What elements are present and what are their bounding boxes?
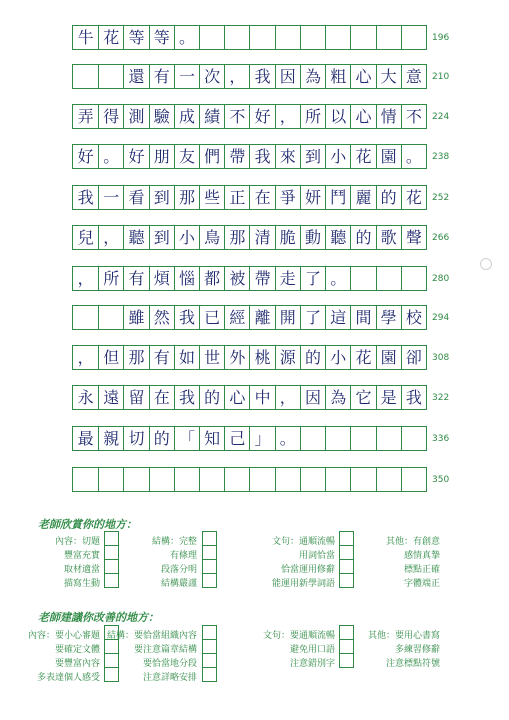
grid-cell: 源 bbox=[275, 346, 300, 369]
grid-cell: 驗 bbox=[149, 105, 174, 128]
grid-cell: 心 bbox=[224, 386, 249, 409]
grid-cell: 有 bbox=[149, 346, 174, 369]
checklist-label: 能運用新學詞語 bbox=[271, 579, 335, 589]
grid-row bbox=[72, 185, 427, 210]
grid-cell: 的 bbox=[350, 226, 375, 249]
grid-cell: 在 bbox=[149, 386, 174, 409]
grid-cell: 雖 bbox=[123, 306, 148, 329]
grid-row bbox=[72, 25, 427, 50]
checkbox[interactable] bbox=[104, 667, 119, 682]
checkbox[interactable] bbox=[339, 653, 354, 668]
grid-cell: 世 bbox=[199, 346, 224, 369]
grid-cell: 桃 bbox=[249, 346, 274, 369]
grid-cell: 清 bbox=[249, 226, 274, 249]
grid-cell: 煩 bbox=[149, 267, 174, 290]
checkbox[interactable] bbox=[202, 545, 217, 560]
checklist-label: 其他：要用心書寫 bbox=[367, 631, 440, 641]
grid-cell: 我 bbox=[249, 65, 274, 88]
grid-cell: 有 bbox=[149, 65, 174, 88]
checkbox[interactable] bbox=[202, 653, 217, 668]
grid-cell bbox=[300, 26, 325, 49]
grid-cell bbox=[149, 468, 174, 491]
grid-row bbox=[72, 225, 427, 250]
grid-cell: 以 bbox=[325, 105, 350, 128]
checkbox[interactable] bbox=[202, 625, 217, 640]
grid-cell: 看 bbox=[123, 186, 148, 209]
grid-cell: 這 bbox=[325, 306, 350, 329]
grid-cell: 校 bbox=[401, 306, 426, 329]
grid-cell bbox=[376, 267, 401, 290]
grid-cell: 留 bbox=[123, 386, 148, 409]
grid-cell: ， bbox=[275, 105, 300, 128]
grid-cell: 己 bbox=[224, 427, 249, 450]
grid-cell: ， bbox=[98, 226, 123, 249]
row-char-count: 350 bbox=[432, 475, 450, 485]
checklist-label: 要確定文體 bbox=[54, 645, 100, 655]
checklist-label: 標點正確 bbox=[403, 565, 440, 575]
grid-cell: 成 bbox=[174, 105, 199, 128]
grid-cell bbox=[350, 26, 375, 49]
grid-cell: 。 bbox=[174, 26, 199, 49]
grid-cell: 切 bbox=[123, 427, 148, 450]
grid-cell bbox=[249, 26, 274, 49]
grid-cell: 大 bbox=[376, 65, 401, 88]
checklist-label: 恰當運用修辭 bbox=[280, 565, 335, 575]
grid-row bbox=[72, 144, 427, 169]
grid-cell: 有 bbox=[123, 267, 148, 290]
grid-cell: 鳥 bbox=[199, 226, 224, 249]
checklist-label: 避免用口語 bbox=[289, 645, 335, 655]
grid-cell: 好 bbox=[123, 145, 148, 168]
grid-cell: 正 bbox=[224, 186, 249, 209]
grid-cell: 等 bbox=[149, 26, 174, 49]
grid-cell: 脆 bbox=[275, 226, 300, 249]
grid-cell: 些 bbox=[199, 186, 224, 209]
checkbox[interactable] bbox=[104, 573, 119, 588]
checkbox[interactable] bbox=[339, 559, 354, 574]
grid-cell: 我 bbox=[174, 306, 199, 329]
grid-cell bbox=[249, 468, 274, 491]
grid-cell: 花 bbox=[350, 145, 375, 168]
checklist-label: 字體端正 bbox=[403, 579, 440, 589]
grid-cell bbox=[73, 468, 98, 491]
grid-cell bbox=[98, 306, 123, 329]
grid-cell: 動 bbox=[300, 226, 325, 249]
page-mark bbox=[480, 258, 492, 270]
grid-cell: 一 bbox=[98, 186, 123, 209]
grid-cell: 聽 bbox=[123, 226, 148, 249]
grid-cell: 妍 bbox=[300, 186, 325, 209]
checklist-label: 用詞恰當 bbox=[298, 551, 335, 561]
grid-cell: 等 bbox=[123, 26, 148, 49]
grid-cell: 測 bbox=[123, 105, 148, 128]
grid-cell bbox=[73, 65, 98, 88]
checklist-label: 文句：通順流暢 bbox=[271, 537, 335, 547]
grid-cell bbox=[325, 26, 350, 49]
grid-cell bbox=[98, 468, 123, 491]
row-char-count: 280 bbox=[432, 274, 450, 284]
grid-cell: 來 bbox=[275, 145, 300, 168]
grid-cell: 的 bbox=[199, 386, 224, 409]
grid-cell: 朋 bbox=[149, 145, 174, 168]
grid-cell: ， bbox=[77, 347, 94, 367]
grid-cell: 。 bbox=[401, 145, 426, 168]
grid-cell: 經 bbox=[224, 306, 249, 329]
checkbox[interactable] bbox=[202, 531, 217, 546]
grid-cell: 粗 bbox=[325, 65, 350, 88]
checklist-label: 結構：要恰當組織內容 bbox=[106, 631, 197, 641]
grid-cell: 花 bbox=[98, 26, 123, 49]
grid-cell: 績 bbox=[199, 105, 224, 128]
grid-cell: ， bbox=[275, 386, 300, 409]
row-char-count: 336 bbox=[432, 434, 450, 444]
grid-cell bbox=[73, 306, 98, 329]
grid-cell bbox=[376, 468, 401, 491]
checkbox[interactable] bbox=[339, 625, 354, 640]
row-char-count: 224 bbox=[432, 112, 450, 122]
grid-cell bbox=[401, 468, 426, 491]
grid-cell: 兒 bbox=[77, 227, 94, 247]
checklist-label: 多練習修辭 bbox=[394, 645, 440, 655]
grid-cell: ， bbox=[224, 65, 249, 88]
grid-cell: ， bbox=[77, 268, 94, 288]
grid-row bbox=[72, 104, 427, 129]
grid-row bbox=[72, 305, 427, 330]
grid-cell: 。 bbox=[98, 145, 123, 168]
grid-cell: 它 bbox=[350, 386, 375, 409]
grid-cell: 所 bbox=[300, 105, 325, 128]
checkbox[interactable] bbox=[202, 639, 217, 654]
grid-cell bbox=[401, 427, 426, 450]
checkbox[interactable] bbox=[202, 667, 217, 682]
grid-cell: 牛 bbox=[77, 27, 94, 47]
grid-cell bbox=[325, 468, 350, 491]
checklist-label: 注意詳略安排 bbox=[142, 673, 197, 683]
grid-cell: 次 bbox=[199, 65, 224, 88]
checklist-label: 描寫生動 bbox=[63, 579, 100, 589]
grid-cell: 到 bbox=[149, 226, 174, 249]
grid-cell: 但 bbox=[98, 346, 123, 369]
checkbox[interactable] bbox=[339, 545, 354, 560]
checkbox[interactable] bbox=[339, 573, 354, 588]
grid-cell: 的 bbox=[376, 186, 401, 209]
grid-cell bbox=[350, 468, 375, 491]
checkbox[interactable] bbox=[202, 559, 217, 574]
grid-cell: 一 bbox=[174, 65, 199, 88]
grid-cell: 好 bbox=[77, 146, 94, 166]
grid-cell bbox=[300, 468, 325, 491]
checklist-label: 其他：有創意 bbox=[385, 537, 440, 547]
grid-row bbox=[72, 385, 427, 410]
checklist-label: 注意錯別字 bbox=[289, 659, 335, 669]
checklist-label: 要豐富內容 bbox=[54, 659, 100, 669]
grid-cell: 到 bbox=[300, 145, 325, 168]
grid-cell bbox=[199, 468, 224, 491]
grid-cell: 。 bbox=[275, 427, 300, 450]
grid-row bbox=[72, 64, 427, 89]
grid-cell: 意 bbox=[401, 65, 426, 88]
row-char-count: 322 bbox=[432, 393, 450, 403]
grid-cell: 因 bbox=[300, 386, 325, 409]
checklist-label: 結構：完整 bbox=[151, 537, 197, 547]
grid-cell: 遠 bbox=[98, 386, 123, 409]
grid-cell: 如 bbox=[174, 346, 199, 369]
grid-cell: 永 bbox=[77, 387, 94, 407]
checklist-label: 要恰當地分段 bbox=[142, 659, 197, 669]
grid-cell: 不 bbox=[224, 105, 249, 128]
row-char-count: 294 bbox=[432, 313, 450, 323]
grid-cell: 得 bbox=[98, 105, 123, 128]
grid-cell: 不 bbox=[401, 105, 426, 128]
checklist-label: 多表達個人感受 bbox=[36, 673, 100, 683]
grid-cell: 心 bbox=[350, 105, 375, 128]
grid-cell bbox=[300, 427, 325, 450]
grid-cell bbox=[376, 26, 401, 49]
checklist-label: 注意標點符號 bbox=[385, 659, 440, 669]
grid-cell bbox=[350, 267, 375, 290]
grid-cell bbox=[224, 26, 249, 49]
grid-cell bbox=[275, 468, 300, 491]
checklist-label: 內容：要小心審題 bbox=[27, 631, 100, 641]
checkbox[interactable] bbox=[104, 639, 119, 654]
grid-cell: 園 bbox=[376, 145, 401, 168]
checklist-label: 內容：切題 bbox=[54, 537, 100, 547]
row-char-count: 238 bbox=[432, 152, 450, 162]
grid-cell: 被 bbox=[224, 267, 249, 290]
grid-cell: 間 bbox=[350, 306, 375, 329]
checkbox[interactable] bbox=[104, 559, 119, 574]
grid-row bbox=[72, 345, 427, 370]
row-char-count: 308 bbox=[432, 353, 450, 363]
grid-cell: 走 bbox=[275, 267, 300, 290]
grid-cell: 我 bbox=[174, 386, 199, 409]
grid-cell: 親 bbox=[98, 427, 123, 450]
grid-cell: 然 bbox=[149, 306, 174, 329]
grid-cell: 心 bbox=[350, 65, 375, 88]
checklist-label: 有條理 bbox=[169, 551, 197, 561]
grid-cell: 」 bbox=[249, 427, 274, 450]
grid-cell: 好 bbox=[249, 105, 274, 128]
grid-cell bbox=[376, 427, 401, 450]
grid-cell: 了 bbox=[300, 306, 325, 329]
grid-cell bbox=[275, 26, 300, 49]
row-char-count: 196 bbox=[432, 33, 450, 43]
grid-cell: 們 bbox=[199, 145, 224, 168]
grid-cell: 學 bbox=[376, 306, 401, 329]
checklist-label: 文句：要通順流暢 bbox=[262, 631, 335, 641]
checklist-label: 段落分明 bbox=[160, 565, 197, 575]
grid-cell: 小 bbox=[325, 346, 350, 369]
grid-cell: 知 bbox=[199, 427, 224, 450]
grid-cell bbox=[174, 468, 199, 491]
grid-cell: 小 bbox=[174, 226, 199, 249]
grid-cell bbox=[325, 427, 350, 450]
checklist-label: 要注意篇章結構 bbox=[133, 645, 197, 655]
grid-cell: 惱 bbox=[174, 267, 199, 290]
grid-cell bbox=[123, 468, 148, 491]
grid-cell: 那 bbox=[123, 346, 148, 369]
grid-cell: 我 bbox=[401, 386, 426, 409]
grid-cell: 都 bbox=[199, 267, 224, 290]
grid-cell: 是 bbox=[376, 386, 401, 409]
grid-cell: 到 bbox=[149, 186, 174, 209]
checkbox[interactable] bbox=[202, 573, 217, 588]
grid-cell: 已 bbox=[199, 306, 224, 329]
grid-row bbox=[72, 426, 427, 451]
grid-cell: 鬥 bbox=[325, 186, 350, 209]
grid-cell: 聽 bbox=[325, 226, 350, 249]
checklist-label: 感情真摯 bbox=[403, 551, 440, 561]
checklist-label: 結構嚴謹 bbox=[160, 579, 197, 589]
grid-cell: 在 bbox=[249, 186, 274, 209]
grid-cell: 友 bbox=[174, 145, 199, 168]
grid-cell bbox=[98, 65, 123, 88]
checkbox[interactable] bbox=[339, 639, 354, 654]
grid-cell: 麗 bbox=[350, 186, 375, 209]
checkbox[interactable] bbox=[104, 545, 119, 560]
grid-cell: 歌 bbox=[376, 226, 401, 249]
grid-cell: 卻 bbox=[401, 346, 426, 369]
checklist-label: 取材適當 bbox=[63, 565, 100, 575]
grid-cell: 離 bbox=[249, 306, 274, 329]
row-char-count: 210 bbox=[432, 72, 450, 82]
praise-title: 老師欣賞你的地方： bbox=[38, 518, 137, 531]
grid-cell: 情 bbox=[376, 105, 401, 128]
grid-cell: 那 bbox=[224, 226, 249, 249]
grid-cell: 「 bbox=[174, 427, 199, 450]
row-char-count: 266 bbox=[432, 233, 450, 243]
grid-cell: 為 bbox=[300, 65, 325, 88]
grid-cell bbox=[350, 427, 375, 450]
grid-cell bbox=[401, 267, 426, 290]
grid-cell bbox=[224, 468, 249, 491]
grid-cell: 的 bbox=[300, 346, 325, 369]
grid-cell: 那 bbox=[174, 186, 199, 209]
grid-cell: 花 bbox=[401, 186, 426, 209]
checkbox[interactable] bbox=[339, 531, 354, 546]
grid-cell: 。 bbox=[325, 267, 350, 290]
grid-cell: 最 bbox=[77, 428, 94, 448]
grid-cell: 為 bbox=[325, 386, 350, 409]
grid-cell bbox=[401, 26, 426, 49]
grid-cell: 花 bbox=[350, 346, 375, 369]
grid-cell: 的 bbox=[149, 427, 174, 450]
grid-cell: 帶 bbox=[224, 145, 249, 168]
grid-cell bbox=[199, 26, 224, 49]
grid-cell: 所 bbox=[98, 267, 123, 290]
grid-cell: 還 bbox=[123, 65, 148, 88]
grid-cell: 了 bbox=[300, 267, 325, 290]
grid-cell: 我 bbox=[249, 145, 274, 168]
grid-cell: 帶 bbox=[249, 267, 274, 290]
grid-cell: 爭 bbox=[275, 186, 300, 209]
grid-row bbox=[72, 467, 427, 492]
grid-cell: 弄 bbox=[77, 106, 94, 126]
grid-cell: 中 bbox=[249, 386, 274, 409]
grid-cell: 園 bbox=[376, 346, 401, 369]
grid-row bbox=[72, 266, 427, 291]
grid-cell: 因 bbox=[275, 65, 300, 88]
improve-title: 老師建議你改善的地方： bbox=[38, 611, 159, 624]
row-char-count: 252 bbox=[432, 193, 450, 203]
grid-cell: 我 bbox=[77, 187, 94, 207]
grid-cell: 聲 bbox=[401, 226, 426, 249]
checkbox[interactable] bbox=[104, 653, 119, 668]
checklist-label: 豐富充實 bbox=[63, 551, 100, 561]
checkbox[interactable] bbox=[104, 531, 119, 546]
grid-cell: 外 bbox=[224, 346, 249, 369]
grid-cell: 小 bbox=[325, 145, 350, 168]
grid-cell: 開 bbox=[275, 306, 300, 329]
